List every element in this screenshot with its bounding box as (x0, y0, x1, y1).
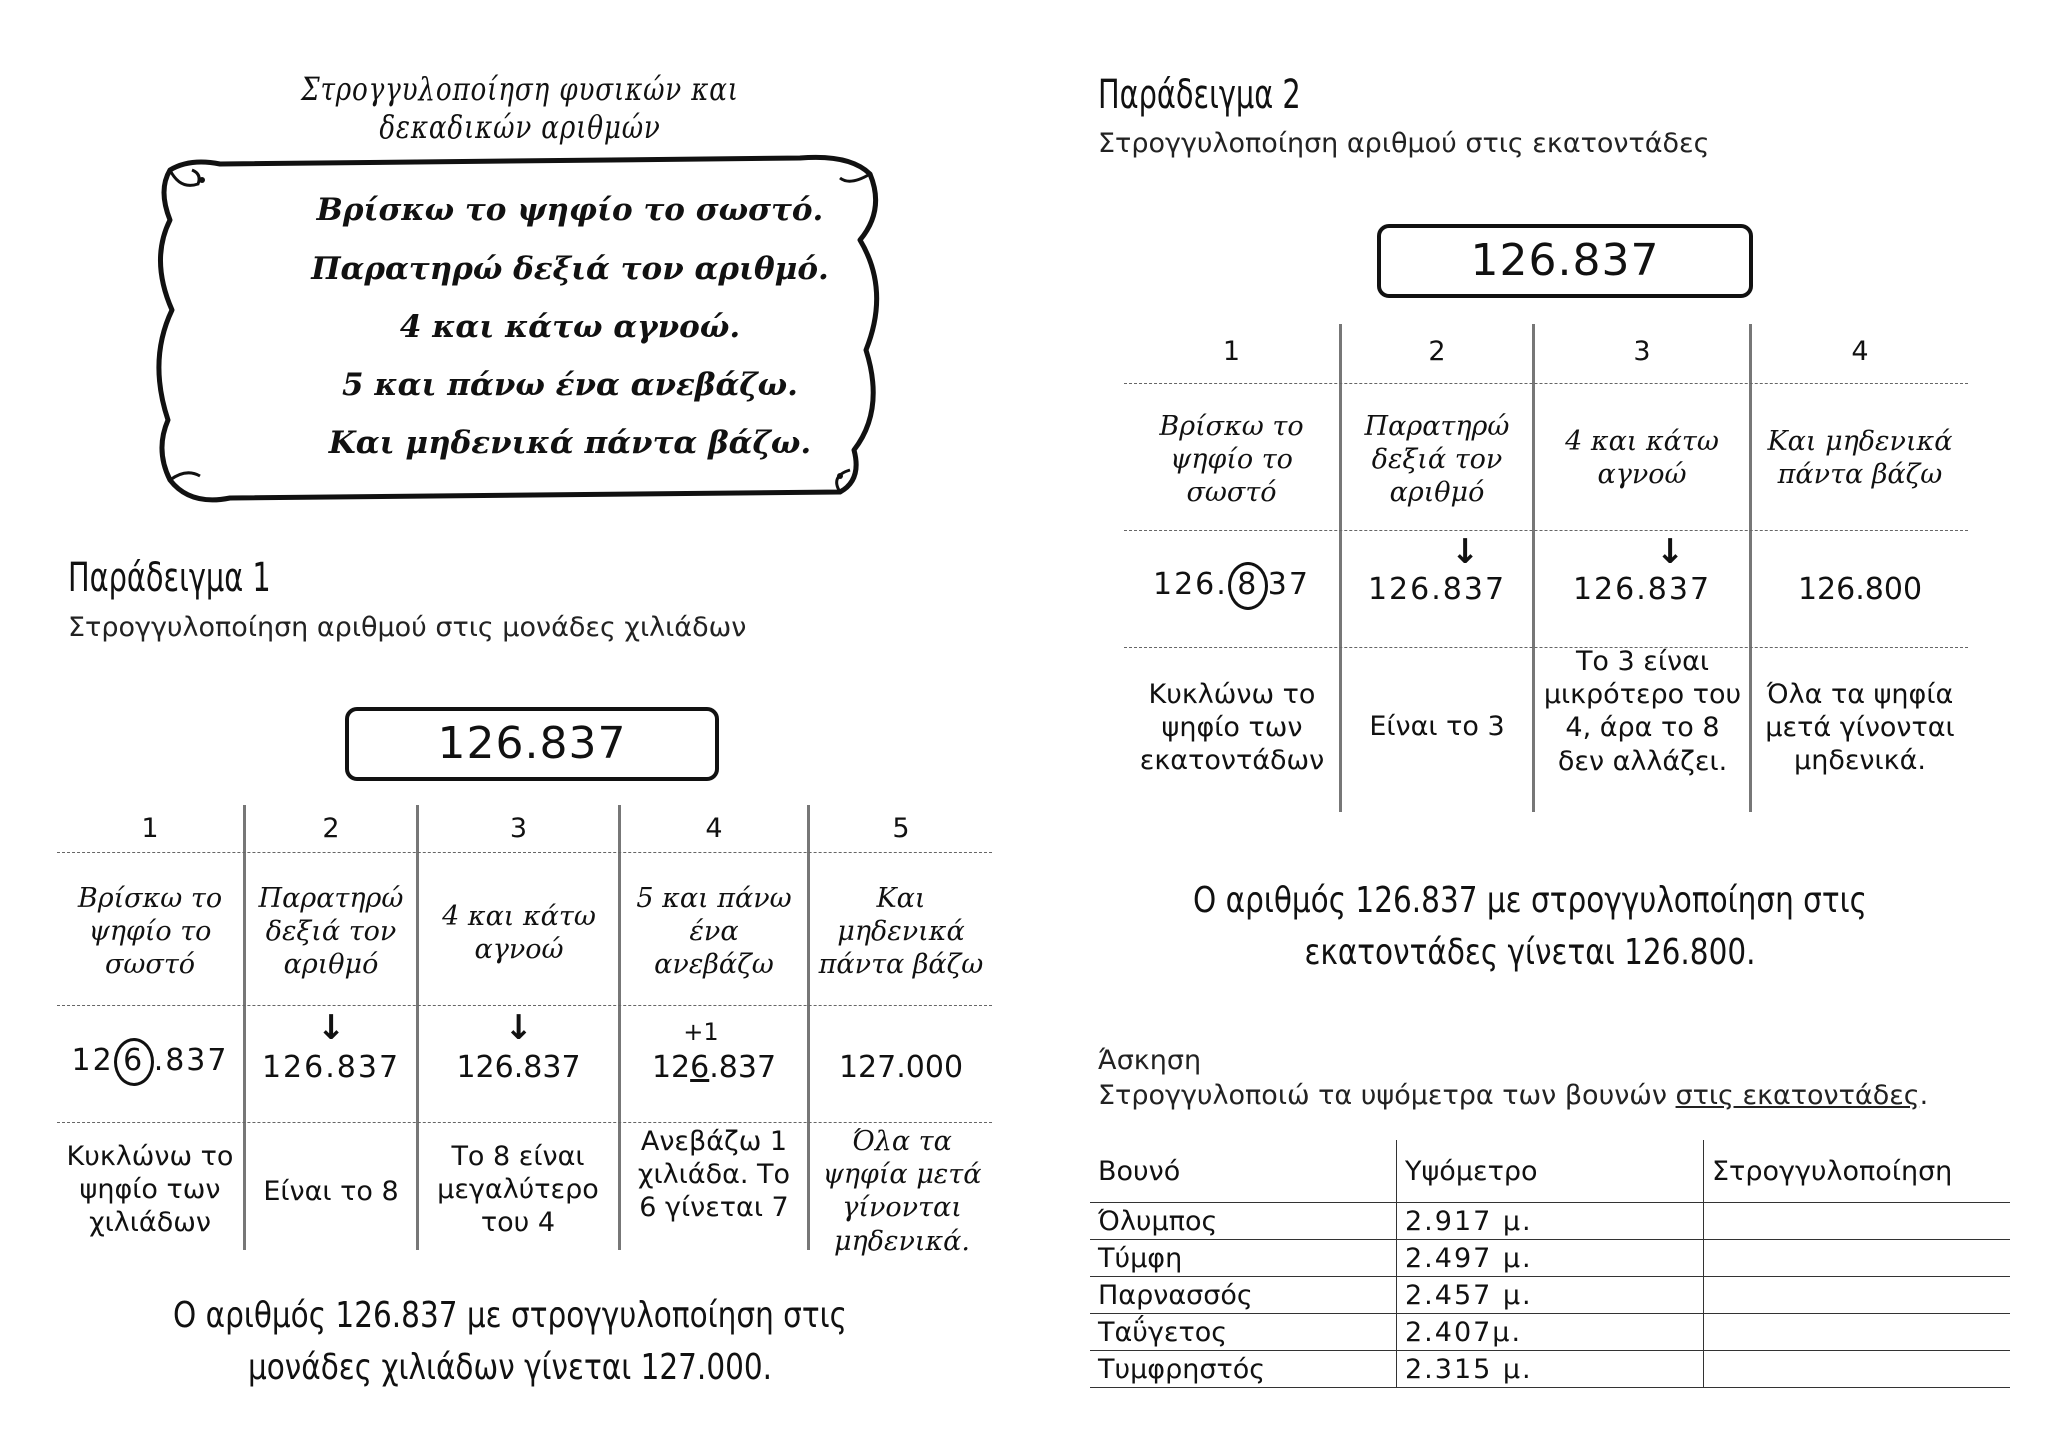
ex1-step-number: 1 (141, 813, 159, 844)
scroll-rule-1: Βρίσκω το ψηφίο το σωστό. (316, 192, 824, 228)
ex1-circled-digit: 6 (114, 1038, 154, 1086)
ex2-rule-cell: Βρίσκω το ψηφίο το σωστό (1159, 411, 1304, 509)
ex2-step-number: 3 (1633, 336, 1651, 367)
rounding-answer-cell[interactable] (1704, 1351, 2011, 1388)
ex1-explanation: Όλα τα ψηφία μετά γίνονται μηδενικά. (822, 1126, 982, 1257)
ex2-number: 126.800 (1797, 572, 1923, 607)
ex2-rule-cell: 4 και κάτω αγνοώ (1565, 426, 1719, 491)
ex1-circled-number (57, 1038, 243, 1086)
down-arrow-icon: ↓ (316, 1008, 346, 1048)
ex2-step-number: 2 (1428, 336, 1446, 367)
ex1-step-number: 4 (705, 813, 723, 844)
mountain-altitude: 2.497 μ. (1397, 1240, 1704, 1277)
ex1-number: 126.837 (456, 1050, 581, 1085)
column-header-rounding: Στρογγυλοποίηση (1704, 1140, 2011, 1203)
scroll-rule-5: Και μηδενικά πάντα βάζω. (328, 425, 812, 461)
mountain-altitude: 2.315 μ. (1397, 1351, 1704, 1388)
example2-subtitle: Στρογγυλοποίηση αριθμού στις εκατοντάδες (1098, 128, 1710, 159)
example1-number-box: 126.837 (345, 707, 719, 781)
ex1-step-number: 2 (322, 813, 340, 844)
ex2-circled-suffix: 37 (1267, 567, 1310, 602)
ex1-rule-cell: Και μηδενικά πάντα βάζω (818, 883, 984, 981)
ex2-divider (1749, 324, 1752, 812)
table-row (1090, 1240, 2010, 1277)
column-header-mountain: Βουνό (1090, 1140, 1397, 1203)
ex2-circled-prefix: 126. (1153, 567, 1228, 602)
ex1-row-line (57, 1005, 992, 1006)
ex1-row-line (57, 1122, 992, 1123)
ex1-rule-cell: Βρίσκω το ψηφίο το σωστό (77, 883, 223, 981)
ex2-step-number: 1 (1222, 336, 1241, 367)
mountain-name: Τύμφη (1090, 1240, 1397, 1277)
ex1-rule-cell: Παρατηρώ δεξιά τον αριθμό (258, 883, 404, 981)
ex1-col4-digit: 6 (690, 1050, 710, 1085)
exercise-header-row (1090, 1140, 2010, 1203)
ex2-rule-cell: Παρατηρώ δεξιά τον αριθμό (1364, 411, 1510, 509)
ex1-number: 127.000 (838, 1050, 964, 1085)
table-row (1090, 1203, 2010, 1240)
ex2-rule-cell: Και μηδενικά πάντα βάζω (1767, 426, 1953, 491)
ex1-circled-suffix: .837 (153, 1043, 229, 1078)
ex1-rule-cell: 5 και πάνω ένα ανεβάζω (636, 883, 792, 981)
example1-heading: Παράδειγμα 1 (68, 555, 271, 601)
table-row (1090, 1277, 2010, 1314)
exercise-table (1090, 1140, 2010, 1388)
scroll-rule-4: 5 και πάνω ένα ανεβάζω. (342, 367, 798, 403)
ex1-explanation: Ανεβάζω 1 χιλιάδα. Το 6 γίνεται 7 (637, 1126, 791, 1224)
mountain-altitude: 2.457 μ. (1397, 1277, 1704, 1314)
ex2-explanation: Είναι το 3 (1369, 711, 1505, 742)
ex1-step-number: 3 (509, 813, 528, 844)
example2-result: Ο αριθμός 126.837 με στρογγυλοποίηση στις εκατοντάδες γίνεται 126.800. (1193, 880, 1867, 974)
ex2-step-number: 4 (1851, 336, 1869, 367)
exercise-instruction-underlined: στις εκατοντάδες (1675, 1080, 1920, 1111)
mountain-altitude: 2.917 μ. (1397, 1203, 1704, 1240)
exercise-heading: Άσκηση (1098, 1045, 1202, 1076)
example1-result: Ο αριθμός 126.837 με στρογγυλοποίηση στις μονάδες χιλιάδων γίνεται 127.000. (173, 1295, 847, 1389)
column-header-altitude: Υψόμετρο (1397, 1140, 1704, 1203)
ex1-explanation: Το 8 είναι μεγαλύτερο του 4 (437, 1141, 599, 1239)
mountain-name: Ταΰγετος (1090, 1314, 1397, 1351)
ex1-circled-prefix: 12 (71, 1043, 114, 1078)
down-arrow-icon: ↓ (1655, 532, 1685, 572)
ex1-explanation: Είναι το 8 (263, 1176, 399, 1207)
ex2-number: 126.837 (1367, 572, 1507, 607)
ex1-number: 126.837 (261, 1050, 401, 1085)
exercise-instruction-text: Στρογγυλοποιώ τα υψόμετρα των βουνών (1098, 1080, 1676, 1111)
scroll-rule-3: 4 και κάτω αγνοώ. (399, 309, 741, 345)
rounding-answer-cell[interactable] (1704, 1203, 2011, 1240)
ex1-plus-one: +1 (683, 1018, 719, 1046)
mountain-name: Τυμφρηστός (1090, 1351, 1397, 1388)
ex2-row-line (1124, 530, 1968, 531)
rounding-answer-cell[interactable] (1704, 1277, 2011, 1314)
ex2-number: 126.837 (1572, 572, 1712, 607)
down-arrow-icon: ↓ (1450, 532, 1480, 572)
scroll-rule-2: Παρατηρώ δεξιά τον αριθμό. (311, 251, 829, 287)
ex1-explanation: Κυκλώνω το ψηφίο των χιλιάδων (66, 1141, 234, 1239)
rounding-answer-cell[interactable] (1704, 1314, 2011, 1351)
ex1-divider (807, 805, 810, 1250)
table-row (1090, 1351, 2010, 1388)
ex1-col4-suffix: .837 (709, 1050, 777, 1085)
mountain-name: Όλυμπος (1090, 1203, 1397, 1240)
exercise-instruction (1098, 1080, 1928, 1111)
ex2-row-line (1124, 383, 1968, 384)
ex1-row-line (57, 852, 992, 853)
example2-number-box: 126.837 (1377, 224, 1753, 298)
page-title: Στρογγυλοποίηση φυσικών και δεκαδικών αριθμών (301, 70, 739, 146)
mountain-altitude: 2.407μ. (1397, 1314, 1704, 1351)
ex1-number-underlined (621, 1050, 807, 1087)
ex2-explanation: Το 3 είναι μικρότερο του 4, άρα το 8 δεν αλλάζει. (1543, 646, 1742, 777)
ex2-explanation: Κυκλώνω το ψηφίο των εκατοντάδων (1139, 679, 1325, 777)
ex2-explanation: Όλα τα ψηφία μετά γίνονται μηδενικά. (1765, 679, 1955, 777)
ex1-col4-prefix: 12 (651, 1050, 691, 1085)
exercise-instruction-end: . (1919, 1080, 1929, 1111)
ex2-circled-number (1124, 562, 1339, 610)
example1-subtitle: Στρογγυλοποίηση αριθμού στις μονάδες χιλιάδων (68, 612, 747, 643)
example2-heading: Παράδειγμα 2 (1098, 72, 1301, 118)
table-row (1090, 1314, 2010, 1351)
down-arrow-icon: ↓ (504, 1008, 533, 1048)
rounding-answer-cell[interactable] (1704, 1240, 2011, 1277)
mountain-name: Παρνασσός (1090, 1277, 1397, 1314)
ex2-circled-digit: 8 (1228, 562, 1268, 610)
ex1-step-number: 5 (892, 813, 910, 844)
ex1-rule-cell: 4 και κάτω αγνοώ (442, 901, 596, 966)
